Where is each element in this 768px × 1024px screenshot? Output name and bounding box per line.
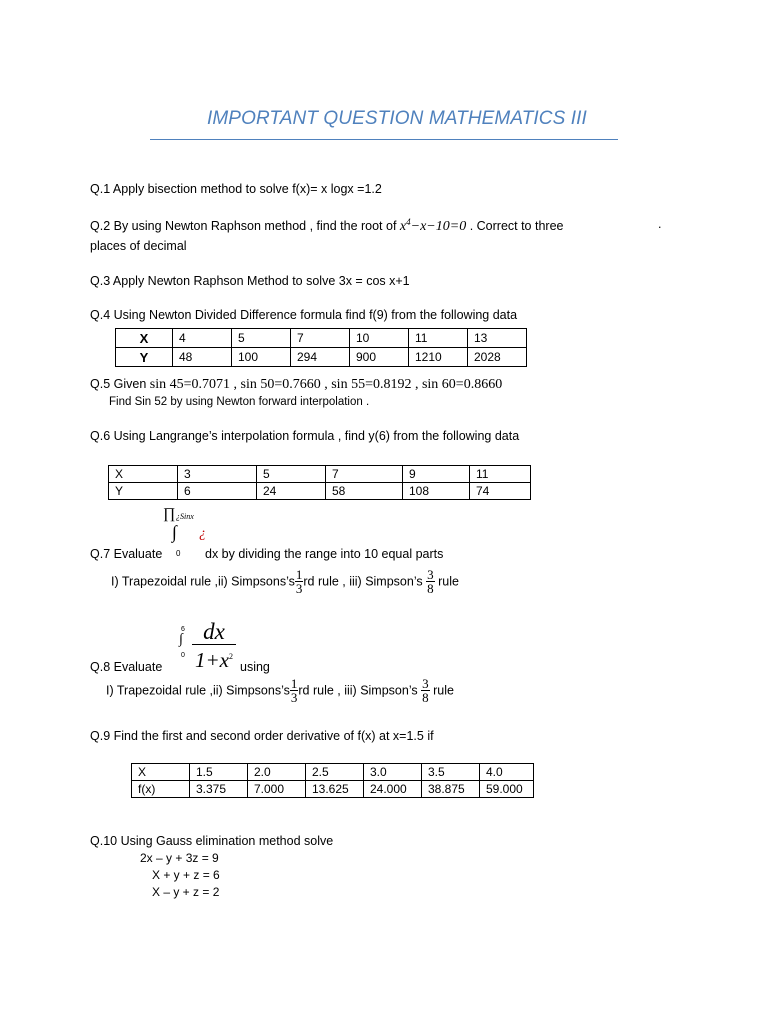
table-cell: 2.5 xyxy=(306,764,364,781)
q8-fraction xyxy=(192,620,236,672)
table-cell: X xyxy=(116,329,173,348)
question-6: Q.6 Using Langrange’s interpolation formula , find y(6) from the following data xyxy=(90,429,520,443)
question-2 xyxy=(90,217,563,235)
question-5-line2: Find Sin 52 by using Newton forward interpolation . xyxy=(109,396,370,408)
table-cell: 11 xyxy=(409,329,468,348)
q7-integral-sign: ∫ xyxy=(172,522,177,542)
table-cell: 13.625 xyxy=(306,781,364,798)
table-cell: 900 xyxy=(350,348,409,367)
table-row xyxy=(116,329,527,348)
table-cell: 74 xyxy=(470,483,531,500)
table-cell: 3 xyxy=(178,466,257,483)
table-cell: X xyxy=(109,466,178,483)
table-cell: 3.375 xyxy=(190,781,248,798)
q8-integral-sign: ∫ xyxy=(179,632,183,647)
table-cell: 48 xyxy=(173,348,232,367)
q8-rules-b: rd rule , iii) Simpson’s xyxy=(298,683,418,698)
question-5-prefix: Q.5 Given xyxy=(90,377,147,391)
fraction-denominator: 3 xyxy=(290,690,298,705)
q6-data-table xyxy=(108,465,531,500)
table-cell: 7 xyxy=(326,466,403,483)
q9-data-table xyxy=(131,763,534,798)
table-cell: 59.000 xyxy=(480,781,534,798)
fraction-numerator: 3 xyxy=(422,676,429,691)
table-cell: 9 xyxy=(403,466,470,483)
q7-red-glyph: ¿ xyxy=(199,526,206,541)
question-9: Q.9 Find the first and second order derivative of f(x) at x=1.5 if xyxy=(90,729,434,743)
fraction-denominator: 8 xyxy=(422,690,429,705)
q8-denominator-exponent: 2 xyxy=(229,652,233,661)
q4-data-table xyxy=(115,328,527,367)
q7-upper-limit-small: ¿Sinx xyxy=(176,512,194,521)
q7-lower-limit: 0 xyxy=(176,549,181,558)
fraction-denominator: 3 xyxy=(295,581,303,596)
document-title: IMPORTANT QUESTION MATHEMATICS III xyxy=(207,108,587,129)
q7-fraction-three-eighths xyxy=(426,568,435,595)
table-cell: X xyxy=(132,764,190,781)
q7-upper-limit: ∏ xyxy=(163,506,176,522)
table-cell: 6 xyxy=(178,483,257,500)
table-cell: Y xyxy=(109,483,178,500)
question-3: Q.3 Apply Newton Raphson Method to solve 3x = cos x+1 xyxy=(90,274,410,288)
table-cell: 38.875 xyxy=(422,781,480,798)
question-10: Q.10 Using Gauss elimination method solve xyxy=(90,834,334,848)
table-cell: 294 xyxy=(291,348,350,367)
table-cell: 108 xyxy=(403,483,470,500)
table-cell: Y xyxy=(116,348,173,367)
table-cell: 7 xyxy=(291,329,350,348)
table-cell: 5 xyxy=(257,466,326,483)
fraction-numerator: 1 xyxy=(295,567,303,582)
q8-rules xyxy=(106,677,454,704)
q8-rules-a: I) Trapezoidal rule ,ii) Simpsons’s xyxy=(106,683,290,698)
q10-equation-1: 2x – y + 3z = 9 xyxy=(140,851,219,865)
question-7-label: Q.7 Evaluate xyxy=(90,547,163,561)
q8-denominator-text: 1+x xyxy=(195,648,229,672)
table-cell: 24 xyxy=(257,483,326,500)
table-cell: 5 xyxy=(232,329,291,348)
table-cell: 1.5 xyxy=(190,764,248,781)
q8-denominator xyxy=(192,644,236,672)
q8-fraction-three-eighths xyxy=(421,677,430,704)
q8-numerator: dx xyxy=(203,619,225,644)
q10-equation-2: X + y + z = 6 xyxy=(152,868,220,882)
q2-equation-exponent: 4 xyxy=(406,217,411,227)
table-cell: 2.0 xyxy=(248,764,306,781)
table-cell: 24.000 xyxy=(364,781,422,798)
table-row xyxy=(116,348,527,367)
question-2-line2: places of decimal xyxy=(90,239,187,253)
q10-equation-3: X – y + z = 2 xyxy=(152,885,220,899)
table-row xyxy=(109,466,531,483)
q5-equation: sin 45=0.7071 , sin 50=0.7660 , sin 55=0.8192 , sin 60=0.8660 xyxy=(149,377,503,392)
q7-rules-a: I) Trapezoidal rule ,ii) Simpsons’s xyxy=(111,574,295,589)
q7-rules-b: rd rule , iii) Simpson’s xyxy=(303,574,423,589)
q8-upper-limit: 6 xyxy=(181,626,185,633)
table-cell: 4 xyxy=(173,329,232,348)
fraction-numerator: 1 xyxy=(290,676,298,691)
table-cell: 7.000 xyxy=(248,781,306,798)
q7-rules xyxy=(111,568,459,595)
title-underline xyxy=(150,139,618,140)
question-2-prefix: Q.2 By using Newton Raphson method , find the root of xyxy=(90,219,397,234)
table-cell: 58 xyxy=(326,483,403,500)
table-row xyxy=(132,764,534,781)
question-2-suffix: . Correct to three xyxy=(469,219,564,234)
table-row xyxy=(109,483,531,500)
q8-lower-limit: 0 xyxy=(181,652,185,659)
table-cell: 13 xyxy=(468,329,527,348)
q2-equation-x: x xyxy=(399,219,407,235)
table-row xyxy=(132,781,534,798)
question-5 xyxy=(90,377,502,393)
table-cell: 3.0 xyxy=(364,764,422,781)
table-cell: 1210 xyxy=(409,348,468,367)
q8-rules-c: rule xyxy=(433,683,454,698)
table-cell: 11 xyxy=(470,466,531,483)
table-cell: 10 xyxy=(350,329,409,348)
table-cell: 100 xyxy=(232,348,291,367)
question-7-tail: dx by dividing the range into 10 equal parts xyxy=(205,547,444,561)
question-1: Q.1 Apply bisection method to solve f(x)= x logx =1.2 xyxy=(90,182,382,196)
question-4: Q.4 Using Newton Divided Difference formula find f(9) from the following data xyxy=(90,308,518,322)
question-2-dot: . xyxy=(658,217,662,231)
table-cell: 3.5 xyxy=(422,764,480,781)
fraction-numerator: 3 xyxy=(427,567,434,582)
question-8-label: Q.8 Evaluate xyxy=(90,660,163,674)
question-8-using: using xyxy=(240,660,270,674)
table-cell: 2028 xyxy=(468,348,527,367)
q2-equation-rest: −x−10=0 xyxy=(410,219,467,235)
fraction-denominator: 8 xyxy=(427,581,434,596)
q7-rules-c: rule xyxy=(438,574,459,589)
table-cell: f(x) xyxy=(132,781,190,798)
table-cell: 4.0 xyxy=(480,764,534,781)
